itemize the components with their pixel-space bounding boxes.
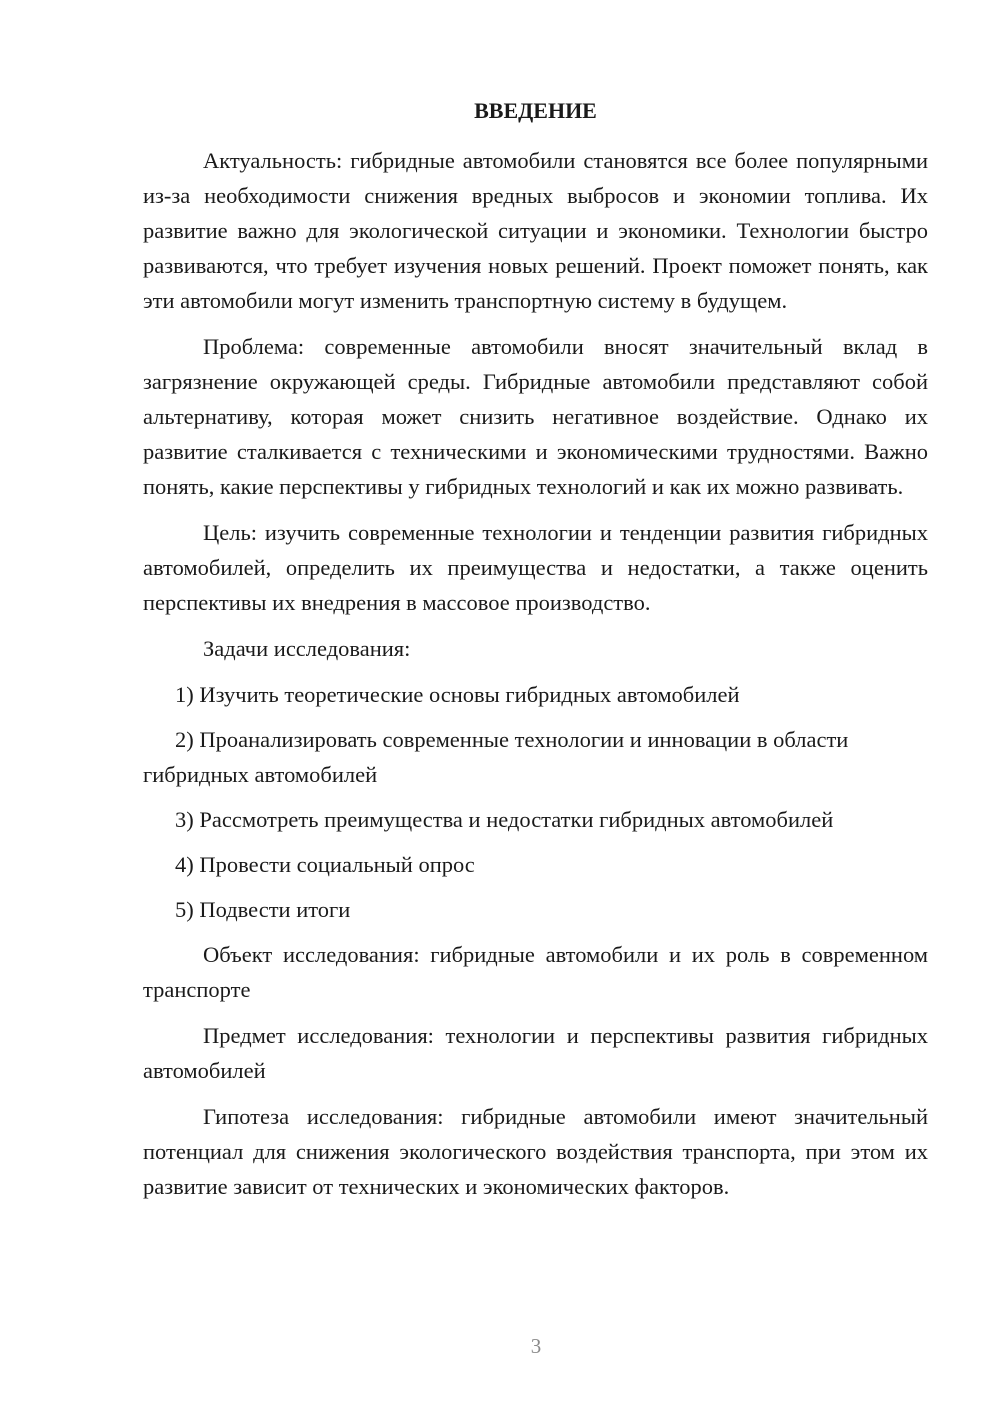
goal-paragraph: Цель: изучить современные технологии и тенденции развития гибридных автомобилей, определить их преимущества и недостатки, а также оценить перспективы их внедрения в массовое производство. <box>143 520 928 615</box>
problem-paragraph: Проблема: современные автомобили вносят значительный вклад в загрязнение окружающей среды. Гибридные автомобили представляют собой альтернативу, которая может снизить негативное воздействие. Однако их развитие сталкивается с техническими и экономическими трудностями. Важно понять, какие перспективы у гибридных технологий и как их можно развивать. <box>143 334 928 499</box>
task-item-4: 4) Провести социальный опрос <box>175 852 475 877</box>
section-heading: ВВЕДЕНИЕ <box>474 98 597 123</box>
page-content <box>143 96 928 1215</box>
task-item-3: 3) Рассмотреть преимущества и недостатки гибридных автомобилей <box>175 807 834 832</box>
task-item-1: 1) Изучить теоретические основы гибридных автомобилей <box>175 682 740 707</box>
task-item-2: 2) Проанализировать современные технологии и инновации в области гибридных автомобилей <box>143 727 849 787</box>
relevance-paragraph: Актуальность: гибридные автомобили становятся все более популярными из-за необходимости снижения вредных выбросов и экономии топлива. Их развитие важно для экологической ситуации и экономики. Технологии быстро развиваются, что требует изучения новых решений. Проект поможет понять, как эти автомобили могут изменить транспортную систему в будущем. <box>143 148 928 313</box>
hypothesis-paragraph: Гипотеза исследования: гибридные автомобили имеют значительный потенциал для снижения экологического воздействия транспорта, при этом их развитие зависит от технических и экономических факторов. <box>143 1104 928 1199</box>
tasks-title: Задачи исследования: <box>203 636 411 661</box>
subject-paragraph: Предмет исследования: технологии и перспективы развития гибридных автомобилей <box>143 1023 928 1083</box>
object-paragraph: Объект исследования: гибридные автомобили и их роль в современном транспорте <box>143 942 928 1002</box>
task-item-5: 5) Подвести итоги <box>175 897 351 922</box>
page-number: 3 <box>530 1334 542 1358</box>
